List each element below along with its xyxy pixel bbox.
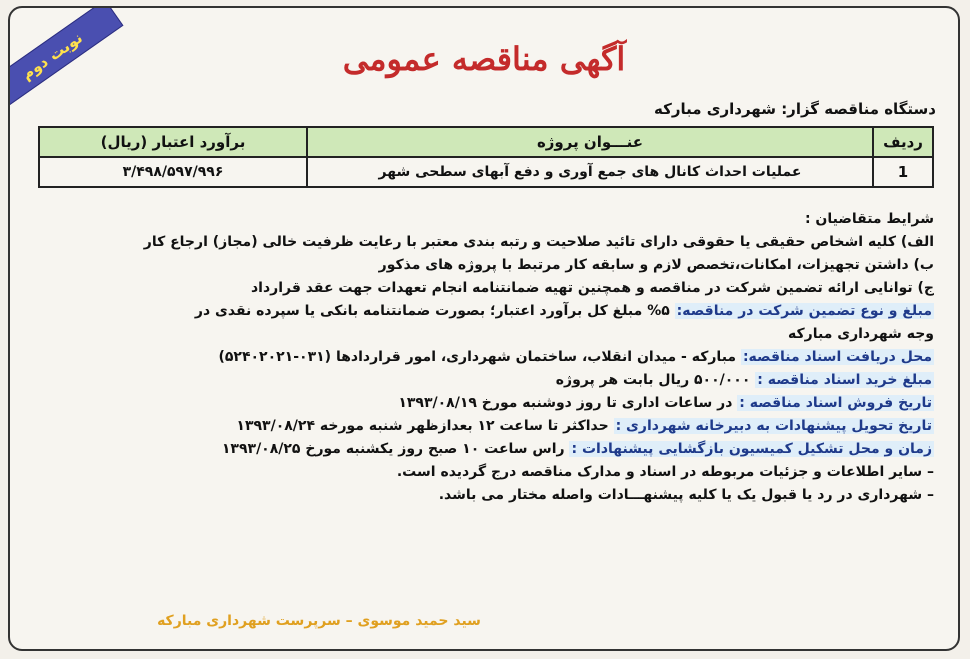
- note-item: – شهرداری در رد یا قبول یک یا کلیه پیشنهـــادات واصله مختار می باشد.: [438, 487, 934, 503]
- sale-line: [34, 392, 934, 415]
- cell-index: 1: [873, 157, 933, 187]
- cell-estimate: ۳/۴۹۸/۵۹۷/۹۹۶: [39, 157, 307, 187]
- opening-value: راس ساعت ۱۰ صبح روز یکشنبه مورخ ۱۳۹۳/۰۸/۲۵: [221, 441, 565, 457]
- cell-project-title: عملیات احداث کانال های جمع آوری و دفع آبهای سطحی شهر: [307, 157, 873, 187]
- guarantee-value-cont: وجه شهرداری مبارکه: [788, 326, 934, 342]
- opening-line: [34, 438, 934, 461]
- price-value: ۵۰۰/۰۰۰ ریال بابت هر پروژه: [555, 372, 751, 388]
- table-row: [39, 157, 933, 187]
- project-table: [38, 126, 934, 188]
- price-label: مبلغ خرید اسناد مناقصه :: [757, 372, 932, 388]
- header-project-title: عنـــوان پروژه: [307, 127, 873, 157]
- guarantee-line: [34, 300, 934, 323]
- header-estimate: برآورد اعتبار (ریال): [39, 127, 307, 157]
- delivery-label: تاریخ تحویل پیشنهادات به دبیرخانه شهرداری :: [615, 418, 932, 434]
- delivery-line: [34, 415, 934, 438]
- round-badge: نوبت دوم: [8, 6, 123, 113]
- notice-title: آگهی مناقصه عمومی: [342, 40, 626, 78]
- opening-label: زمان و محل تشکیل کمیسیون بازگشایی پیشنهادات :: [571, 441, 932, 457]
- place-line: [34, 346, 934, 369]
- condition-a: الف) کلیه اشخاص حقیقی یا حقوقی دارای تائید صلاحیت و رتبه بندی معتبر با رعایت ظرفیت خالی (مجاز) ارجاع کار: [143, 234, 934, 250]
- conditions-heading: شرایط متقاضیان :: [804, 211, 934, 227]
- price-line: [34, 369, 934, 392]
- guarantee-value: ۵% مبلغ کل برآورد اعتبار؛ بصورت ضمانتنامه بانکی یا سپرده نقدی در: [194, 303, 670, 319]
- signature: [10, 613, 958, 629]
- sale-label: تاریخ فروش اسناد مناقصه :: [739, 395, 932, 411]
- guarantee-label: مبلغ و نوع تضمین شرکت در مناقصه:: [676, 303, 932, 319]
- place-value: مبارکه - میدان انقلاب، ساختمان شهرداری، امور قراردادها (۰۳۱-۵۲۴۰۲۰۲۱): [218, 349, 737, 365]
- organizer-label: دستگاه مناقصه گزار:: [781, 100, 936, 118]
- delivery-value: حداکثر تا ساعت ۱۲ بعدازظهر شنبه مورخه ۱۳۹۳/۰۸/۲۴: [236, 418, 609, 434]
- header-index: ردیف: [873, 127, 933, 157]
- notice-body: [34, 208, 934, 507]
- notice-frame: [8, 6, 960, 651]
- organizer-line: [654, 100, 936, 118]
- signature-text: سید حمید موسوی – سرپرست شهرداری مبارکه: [157, 613, 481, 629]
- note-item: – سایر اطلاعات و جزئیات مربوطه در اسناد و مدارک مناقصه درج گردیده است.: [396, 464, 934, 480]
- condition-c: ج) توانایی ارائه تضمین شرکت در مناقصه و همچنین تهیه ضمانتنامه انجام تعهدات جهت عقد قرارداد: [251, 280, 934, 296]
- condition-b: ب) داشتن تجهیزات، امکانات،تخصص لازم و سابقه کار مرتبط با پروژه های مذکور: [378, 257, 934, 273]
- organizer-value: شهرداری مبارکه: [654, 100, 776, 118]
- sale-value: در ساعات اداری تا روز دوشنبه مورخ ۱۳۹۳/۰۸/۱۹: [398, 395, 733, 411]
- table-header-row: [39, 127, 933, 157]
- place-label: محل دریافت اسناد مناقصه:: [742, 349, 932, 365]
